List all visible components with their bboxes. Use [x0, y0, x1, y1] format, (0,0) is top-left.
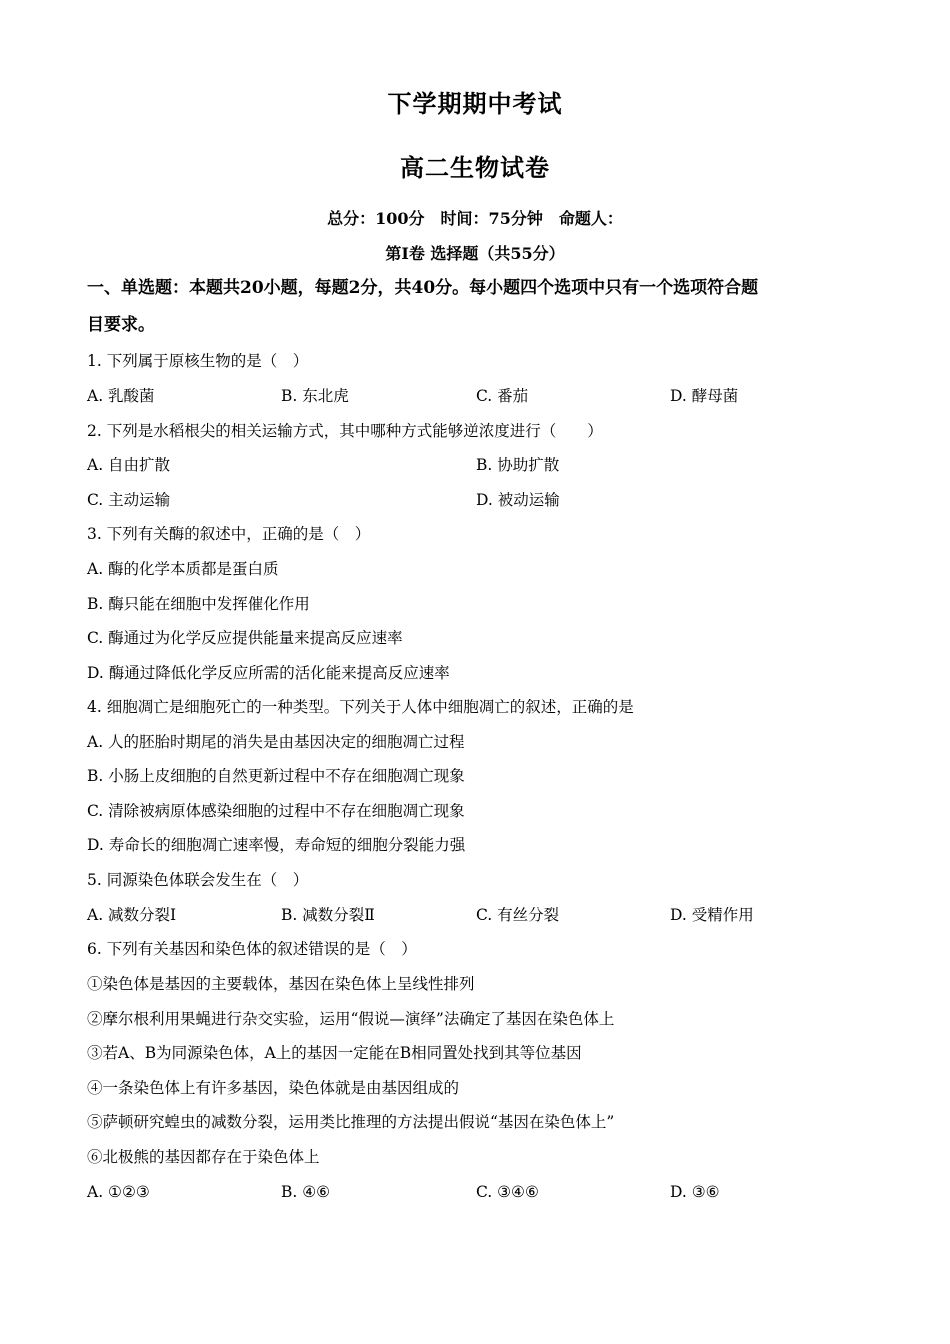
exam-info: 总分：100分 时间：75分钟 命题人： — [327, 209, 623, 228]
question-6-stem: 6. 下列有关基因和染色体的叙述错误的是（ ） — [87, 940, 417, 958]
question-5-stem: 5. 同源染色体联会发生在（ ） — [87, 871, 309, 889]
question-6-statement-3: ③若A、B为同源染色体，A上的基因一定能在B相同置处找到其等位基因 — [87, 1044, 582, 1062]
question-4-option-a: A. 人的胚胎时期尾的消失是由基因决定的细胞凋亡过程 — [87, 733, 465, 751]
question-4-option-b: B. 小肠上皮细胞的自然更新过程中不存在细胞凋亡现象 — [87, 767, 465, 785]
question-1-option-a: A. 乳酸菌 — [87, 387, 155, 405]
question-6-option-d: D. ③⑥ — [670, 1183, 720, 1201]
question-6-statement-1: ①染色体是基因的主要载体，基因在染色体上呈线性排列 — [87, 975, 475, 993]
question-3-option-b: B. 酶只能在细胞中发挥催化作用 — [87, 595, 310, 613]
section-heading: 一、单选题：本题共20小题，每题2分，共40分。每小题四个选项中只有一个选项符合题 — [87, 278, 759, 298]
question-6-statement-4: ④一条染色体上有许多基因，染色体就是由基因组成的 — [87, 1079, 460, 1097]
question-2-option-a: A. 自由扩散 — [87, 456, 171, 474]
question-5-option-d: D. 受精作用 — [670, 906, 754, 924]
question-6-statement-2: ②摩尔根利用果蝇进行杂交实验，运用“假说—演绎”法确定了基因在染色体上 — [87, 1010, 615, 1028]
question-2-stem: 2. 下列是水稻根尖的相关运输方式，其中哪种方式能够逆浓度进行（ ） — [87, 422, 603, 440]
question-2-option-d: D. 被动运输 — [476, 491, 560, 509]
question-2-option-b: B. 协助扩散 — [476, 456, 560, 474]
question-5-option-c: C. 有丝分裂 — [476, 906, 560, 924]
question-2-option-c: C. 主动运输 — [87, 491, 171, 509]
question-4-option-c: C. 清除被病原体感染细胞的过程中不存在细胞凋亡现象 — [87, 802, 465, 820]
question-3-option-c: C. 酶通过为化学反应提供能量来提高反应速率 — [87, 629, 403, 647]
question-1-stem: 1. 下列属于原核生物的是（ ） — [87, 352, 309, 370]
question-6-statement-6: ⑥北极熊的基因都存在于染色体上 — [87, 1148, 320, 1166]
question-6-statement-5: ⑤萨顿研究蝗虫的减数分裂，运用类比推理的方法提出假说“基因在染色体上” — [87, 1113, 615, 1131]
question-6-option-b: B. ④⑥ — [281, 1183, 331, 1201]
paper-title: 高二生物试卷 — [400, 153, 550, 182]
question-1-option-b: B. 东北虎 — [281, 387, 349, 405]
volume-heading: 第Ⅰ卷 选择题（共55分） — [385, 244, 565, 263]
question-5-option-b: B. 减数分裂Ⅱ — [281, 906, 375, 924]
question-3-option-d: D. 酶通过降低化学反应所需的活化能来提高反应速率 — [87, 664, 450, 682]
question-4-option-d: D. 寿命长的细胞凋亡速率慢，寿命短的细胞分裂能力强 — [87, 836, 466, 854]
question-4-stem: 4. 细胞凋亡是细胞死亡的一种类型。下列关于人体中细胞凋亡的叙述，正确的是 — [87, 698, 634, 716]
question-5-option-a: A. 减数分裂Ⅰ — [87, 906, 177, 924]
question-1-option-d: D. 酵母菌 — [670, 387, 739, 405]
question-3-stem: 3. 下列有关酶的叙述中，正确的是（ ） — [87, 525, 371, 543]
question-6-option-a: A. ①②③ — [87, 1183, 150, 1201]
exam-title: 下学期期中考试 — [387, 89, 563, 118]
question-3-option-a: A. 酶的化学本质都是蛋白质 — [87, 560, 279, 578]
section-heading-continued: 目要求。 — [87, 315, 155, 335]
question-1-option-c: C. 番茄 — [476, 387, 529, 405]
question-6-option-c: C. ③④⑥ — [476, 1183, 539, 1201]
